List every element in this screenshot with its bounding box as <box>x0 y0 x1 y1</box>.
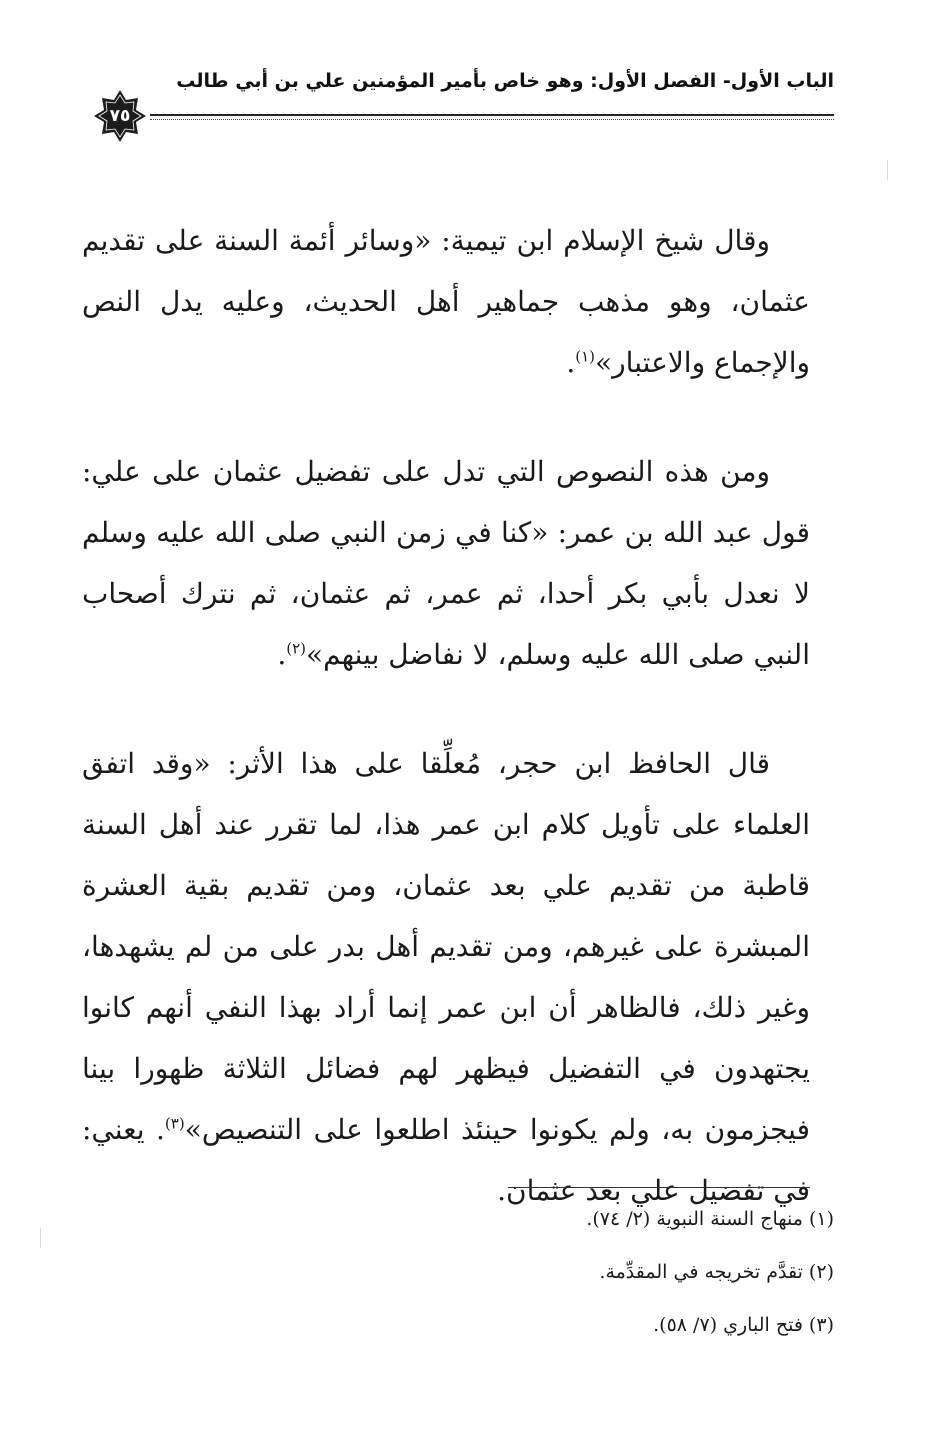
paragraph-2 <box>82 441 810 685</box>
footnotes <box>274 1206 834 1365</box>
paragraph-3 <box>82 733 810 1221</box>
footnote-separator <box>508 1187 810 1188</box>
paragraph-text: وقال شيخ الإسلام ابن تيمية: «وسائر أئمة السنة على تقديم عثمان، وهو مذهب جماهير أهل الحديث، وعليه يدل النص والإجماع والاعتبار» <box>82 224 810 379</box>
paragraph-text: ومن هذه النصوص التي تدل على تفضيل عثمان على علي: قول عبد الله بن عمر: «كنا في زمن النبي صلى الله عليه وسلم لا نعدل بأبي بكر أحدا، ثم عمر، ثم عثمان، ثم نترك أصحاب النبي صلى الله عليه وسلم، لا نفاضل بينهم» <box>82 455 810 671</box>
paragraph-text: قال الحافظ ابن حجر، مُعلِّقا على هذا الأثر: «وقد اتفق العلماء على تأويل كلام ابن عمر هذا، لما تقرر عند أهل السنة قاطبة من تقديم علي بعد عثمان، ومن تقديم بقية العشرة المبشرة على غيرهم، ومن تقديم أهل بدر على من لم يشهدها، وغير ذلك، فالظاهر أن ابن عمر إنما أراد بهذا النفي أنهم كانوا يجتهدون في التفضيل فيظهر لهم فضائل الثلاثة ظهورا بينا فيجزمون به، ولم يكونوا حينئذ اطلعوا على التنصيص» <box>82 747 810 1146</box>
paragraph-end: . <box>566 346 576 379</box>
footnote-2: (٢) تقدَّم تخريجه في المقدِّمة. <box>599 1261 834 1283</box>
paragraph-end: . <box>277 638 287 671</box>
page-number: ٧٥ <box>109 106 131 126</box>
paragraph-end: . يعني: في تفضيل علي بعد عثمان. <box>82 1113 810 1207</box>
footnote-ref-3: (٣) <box>164 1114 185 1133</box>
header-rule <box>150 114 834 116</box>
footnote-ref-1: (١) <box>575 347 596 366</box>
footnote-ref-2: (٢) <box>286 639 306 658</box>
footnote-1: (١) منهاج السنة النبوية (٢/ ٧٤). <box>586 1208 834 1230</box>
paragraph-1 <box>82 210 810 393</box>
running-header-title: الباب الأول- الفصل الأول: وهو خاص بأمير المؤمنين علي بن أبي طالب <box>176 70 834 92</box>
footnote-3: (٣) فتح الباري (٧/ ٥٨). <box>653 1314 834 1336</box>
header-rule-dotted <box>150 119 834 120</box>
page-number-badge <box>92 88 148 144</box>
margin-mark <box>40 1228 41 1248</box>
margin-mark <box>887 160 888 180</box>
main-text <box>82 210 810 1269</box>
